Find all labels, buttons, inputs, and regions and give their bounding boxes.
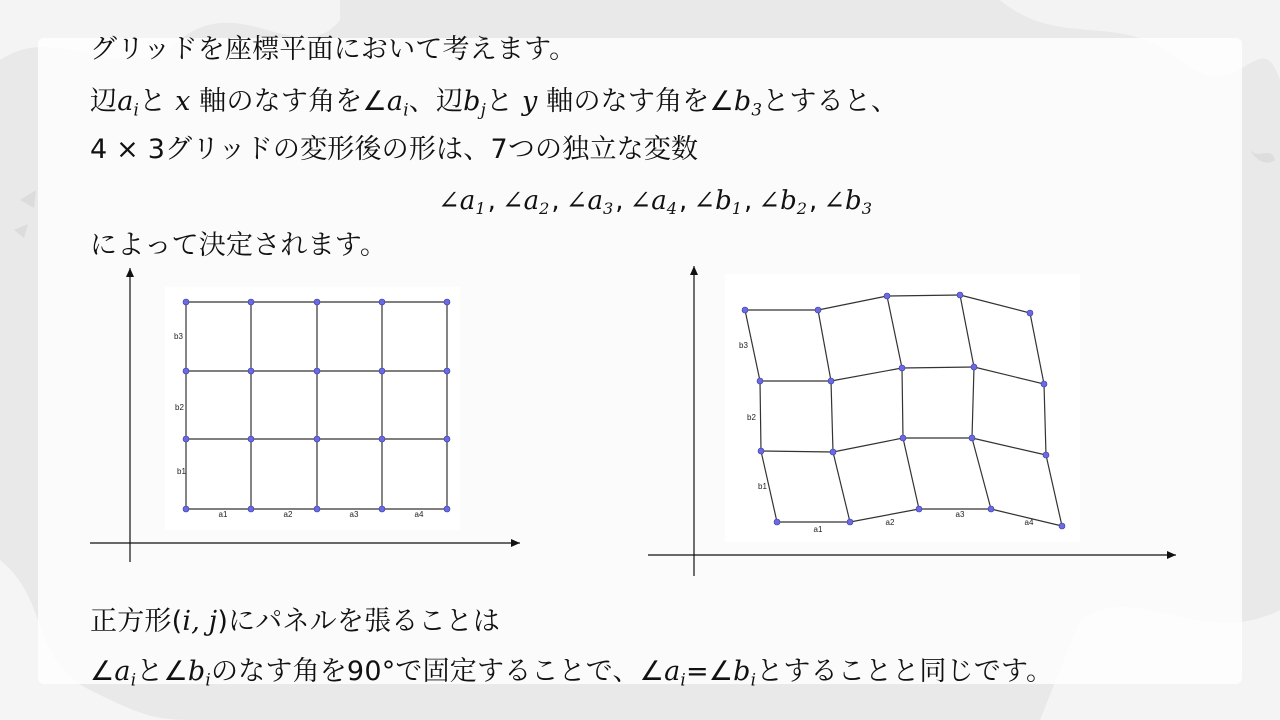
grid-point bbox=[379, 436, 385, 442]
formula-separator: , bbox=[615, 186, 624, 216]
text-segment: と bbox=[139, 86, 176, 117]
grid-backdrop bbox=[165, 287, 460, 530]
label-a2: a2 bbox=[283, 510, 293, 519]
grid-point bbox=[988, 506, 994, 512]
formula-separator: , bbox=[679, 186, 688, 216]
grid-point bbox=[248, 299, 254, 305]
text-segment: とすることと同じです。 bbox=[756, 656, 1054, 687]
grid-point bbox=[815, 307, 821, 313]
math-var-a: a bbox=[386, 86, 404, 117]
grid-point bbox=[379, 506, 385, 512]
equals-sign: = bbox=[685, 656, 709, 687]
angle-symbol: ∠ bbox=[163, 656, 188, 687]
grid-point bbox=[248, 506, 254, 512]
grid-point bbox=[1043, 452, 1049, 458]
grid-point bbox=[1059, 523, 1065, 529]
angle-symbol: ∠ bbox=[708, 656, 734, 687]
original-grid-diagram bbox=[80, 262, 540, 566]
grid-point bbox=[314, 368, 320, 374]
math-var-b: b bbox=[733, 86, 752, 117]
math-var-b: b bbox=[733, 656, 751, 687]
grid-point bbox=[183, 506, 189, 512]
text-segment: 軸のなす角を∠ bbox=[537, 86, 734, 117]
math-sub-i: i bbox=[205, 669, 211, 690]
text-segment: 辺 bbox=[90, 86, 118, 117]
text-segment: とすると、 bbox=[762, 86, 899, 117]
math-var-b: b bbox=[187, 656, 206, 687]
intro-text: グリッドを座標平面において考えます。 bbox=[90, 34, 577, 65]
label-a4: a4 bbox=[414, 510, 424, 519]
math-var-a: a bbox=[117, 86, 134, 117]
determined-line bbox=[90, 230, 387, 262]
grid-point bbox=[957, 292, 963, 298]
label-b3: b3 bbox=[739, 341, 748, 350]
angle-definition-line bbox=[90, 86, 898, 118]
deformed-grid-diagram bbox=[640, 262, 1185, 580]
grid-point bbox=[758, 448, 764, 454]
math-sub-i: i bbox=[680, 669, 686, 690]
grid-point bbox=[248, 436, 254, 442]
formula-term: $\angle a_1$ bbox=[438, 186, 486, 219]
text-segment: 正方形( bbox=[90, 606, 183, 637]
text-segment: と bbox=[136, 656, 164, 687]
grid-point bbox=[183, 436, 189, 442]
grid-variables-text: 4 × 3グリッドの変形後の形は、7つの独立な変数 bbox=[90, 134, 699, 165]
label-a1: a1 bbox=[813, 525, 823, 534]
formula-term: $\angle b_1$ bbox=[693, 186, 743, 219]
math-var-a: a bbox=[114, 656, 131, 687]
text-segment: 、辺 bbox=[408, 86, 464, 117]
grid-point bbox=[900, 435, 906, 441]
grid-point bbox=[971, 364, 977, 370]
grid-point bbox=[444, 506, 450, 512]
determined-text: によって決定されます。 bbox=[90, 230, 388, 261]
grid-point bbox=[379, 299, 385, 305]
grid-point bbox=[916, 506, 922, 512]
formula-term: $\angle a_4$ bbox=[629, 186, 678, 219]
angle-symbol: ∠ bbox=[90, 656, 115, 687]
grid-point bbox=[314, 436, 320, 442]
grid-point bbox=[444, 368, 450, 374]
label-b3: b3 bbox=[174, 332, 183, 341]
math-sub-i: i bbox=[133, 99, 140, 120]
math-var-x: x bbox=[175, 86, 191, 117]
label-a4: a4 bbox=[1024, 518, 1034, 527]
intro-line bbox=[90, 34, 576, 66]
formula-separator: , bbox=[551, 186, 560, 216]
grid-point bbox=[830, 449, 836, 455]
grid-point bbox=[847, 519, 853, 525]
grid-point bbox=[314, 299, 320, 305]
grid-point bbox=[248, 368, 254, 374]
conclusion-line bbox=[90, 656, 1053, 688]
grid-point bbox=[969, 435, 975, 441]
grid-point bbox=[742, 307, 748, 313]
math-sub-i: i bbox=[130, 669, 137, 690]
formula-separator: , bbox=[808, 186, 818, 216]
grid-point bbox=[899, 365, 905, 371]
grid-point bbox=[183, 368, 189, 374]
grid-point bbox=[379, 368, 385, 374]
text-segment: と bbox=[486, 86, 523, 117]
formula-separator: , bbox=[487, 186, 496, 216]
formula-term: $\angle a_3$ bbox=[565, 186, 614, 219]
grid-point bbox=[1041, 381, 1047, 387]
text-segment: 軸のなす角を∠ bbox=[190, 86, 387, 117]
math-var-a: a bbox=[664, 656, 681, 687]
grid-point bbox=[884, 293, 890, 299]
grid-point bbox=[444, 436, 450, 442]
grid-point bbox=[444, 299, 450, 305]
grid-point bbox=[183, 299, 189, 305]
label-b2: b2 bbox=[175, 403, 184, 412]
math-var-i: i bbox=[182, 606, 192, 637]
text-segment: のなす角を90°で固定することで、 bbox=[210, 656, 640, 687]
math-var-j: j bbox=[208, 606, 218, 637]
grid-point bbox=[774, 519, 780, 525]
math-comma: , bbox=[191, 606, 209, 637]
grid-variables-line bbox=[90, 134, 698, 166]
formula-term: $\angle b_3$ bbox=[823, 186, 872, 219]
grid-point bbox=[1027, 310, 1033, 316]
angle-symbol: ∠ bbox=[639, 656, 665, 687]
math-sub-3: 3 bbox=[751, 99, 763, 120]
formula-term: $\angle a_2$ bbox=[501, 186, 550, 219]
label-b2: b2 bbox=[747, 413, 756, 422]
math-var-y: y bbox=[522, 86, 538, 117]
grid-point bbox=[828, 378, 834, 384]
label-a3: a3 bbox=[349, 510, 359, 519]
text-segment: )にパネルを張ることは bbox=[217, 606, 501, 637]
label-a2: a2 bbox=[885, 518, 895, 527]
panel-square-line bbox=[90, 606, 500, 638]
formula-term: $\angle b_2$ bbox=[758, 186, 807, 219]
label-a3: a3 bbox=[955, 510, 965, 519]
variables-formula bbox=[438, 185, 872, 217]
label-a1: a1 bbox=[218, 510, 228, 519]
math-sub-i: i bbox=[750, 669, 757, 690]
math-sub-j: j bbox=[480, 99, 487, 120]
math-sub-i: i bbox=[403, 99, 409, 120]
grid-point bbox=[757, 378, 763, 384]
label-b1: b1 bbox=[758, 482, 767, 491]
math-var-b: b bbox=[463, 86, 481, 117]
formula-separator: , bbox=[744, 186, 753, 216]
label-b1: b1 bbox=[177, 467, 186, 476]
grid-point bbox=[314, 506, 320, 512]
